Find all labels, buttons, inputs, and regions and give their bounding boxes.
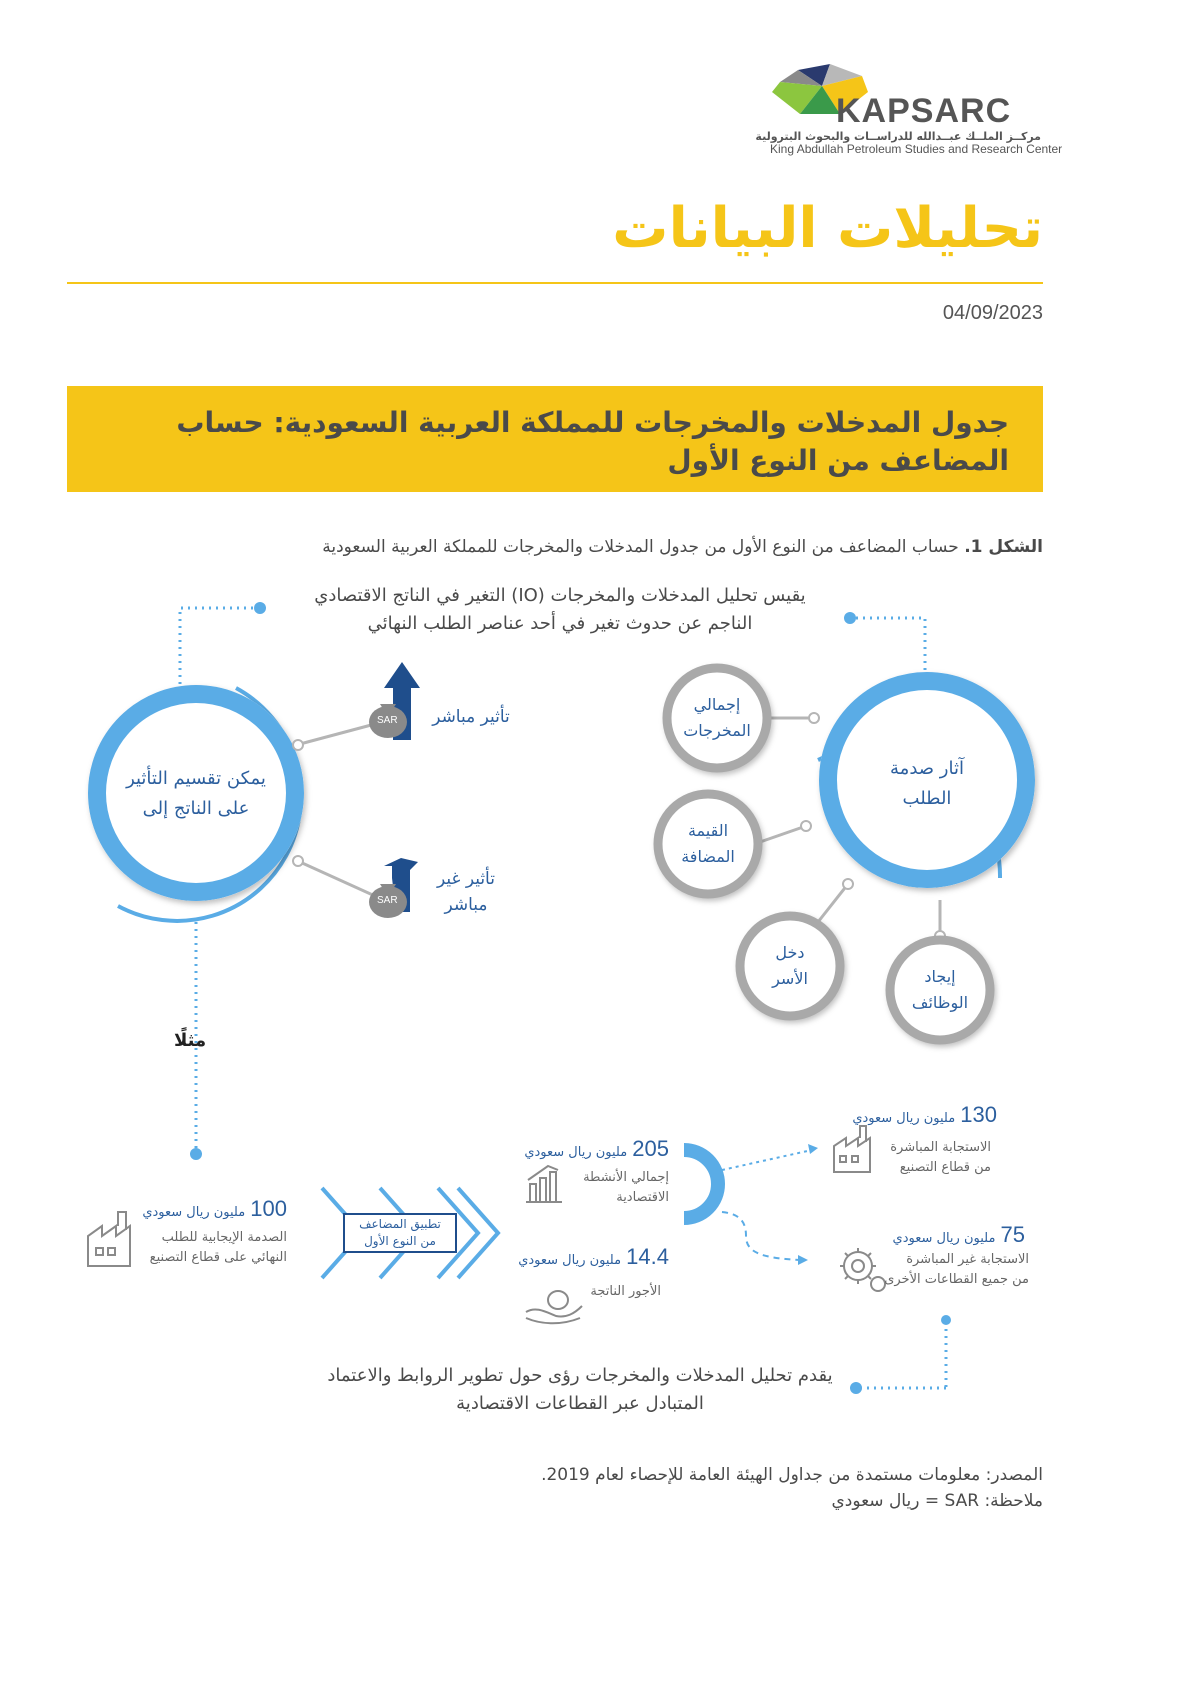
publication-date: 04/09/2023 (942, 302, 1043, 324)
grey-label-value-added-line-2: المضافة (681, 847, 735, 866)
wages-unit: مليون ريال سعودي (518, 1253, 622, 1268)
figure-caption-text: حساب المضاعف من النوع الأول من جدول المدخلات والمخرجات للمملكة العربية السعودية (322, 537, 959, 557)
wages-value-row (518, 1244, 669, 1270)
wages-desc-line-1: الأجور الناتجة (590, 1284, 661, 1299)
closing-line-2: المتبادل عبر القطاعات الاقتصادية (456, 1393, 704, 1414)
right-circle-line-1: آثار صدمة (890, 758, 964, 779)
indirect-response-desc-line-1: الاستجابة غير المباشرة (906, 1252, 1029, 1267)
wages-value: 14.4 (626, 1244, 669, 1269)
total-unit: مليون ريال سعودي (524, 1145, 628, 1160)
logo-wordmark: KAPSARC (836, 92, 1012, 130)
shock-value-row (142, 1196, 287, 1222)
example-label: مثلًا (174, 1030, 207, 1051)
direct-response-arrow (722, 1150, 812, 1170)
indirect-effect-line-2: مباشر (444, 895, 488, 915)
shock-unit: مليون ريال سعودي (142, 1205, 246, 1220)
left-circle-line-1: يمكن تقسيم التأثير (126, 768, 266, 789)
source-note (541, 1462, 1043, 1514)
figure-label: الشكل 1. (964, 537, 1043, 557)
direct-factory-icon (834, 1126, 870, 1172)
closing-text (310, 1362, 850, 1418)
shock-desc-line-2: النهائي على قطاع التصنيع (149, 1250, 287, 1265)
intro-line-2: الناجم عن حدوث تغير في أحد عناصر الطلب النهائي (367, 613, 753, 634)
direct-response-desc-line-2: من قطاع التصنيع (899, 1160, 991, 1175)
shock-desc-line-1: الصدمة الإيجابية للطلب (161, 1230, 287, 1245)
direct-response-value: 130 (960, 1102, 997, 1127)
indirect-response-arrow (722, 1212, 800, 1260)
direct-effect-label: تأثير مباشر (432, 707, 510, 727)
wages-hand-icon (526, 1291, 582, 1323)
source-line: المصدر: معلومات مستمدة من جداول الهيئة العامة للإحصاء لعام 2019. (541, 1465, 1043, 1485)
multiplier-box-line-1: تطبيق المضاعف (359, 1217, 441, 1231)
logo-english-name: King Abdullah Petroleum Studies and Research Center (770, 142, 1063, 156)
shock-description (150, 1228, 287, 1268)
total-desc-line-1: إجمالي الأنشطة (583, 1170, 669, 1185)
right-top-connector (852, 618, 925, 670)
headline-line-2: المضاعف من النوع الأول (667, 444, 1009, 477)
grey-label-total-output-line-2: المخرجات (683, 721, 751, 740)
total-activity-chart-icon (526, 1166, 562, 1202)
direct-effect-connector (300, 724, 375, 744)
indirect-response-value-row (893, 1222, 1025, 1248)
right-circle-label (857, 754, 997, 814)
total-value: 205 (632, 1136, 669, 1161)
total-description (583, 1168, 669, 1208)
headline-line-1: جدول المدخلات والمخرجات للمملكة العربية السعودية: حساب (176, 406, 1009, 439)
page-title: تحليلات البيانات (612, 196, 1043, 261)
left-bottom-connector-dot (190, 1148, 202, 1160)
indirect-effect-label (426, 866, 506, 918)
total-value-row (524, 1136, 669, 1162)
indirect-response-unit: مليون ريال سعودي (892, 1231, 996, 1246)
left-circle-line-2: على الناتج إلى (142, 798, 250, 819)
grey-label-job-creation-line-2: الوظائف (911, 993, 969, 1012)
total-desc-line-2: الاقتصادية (616, 1190, 669, 1205)
grey-label-value-added (658, 818, 758, 870)
multiplier-box-label (344, 1216, 456, 1250)
multiplier-box-line-2: من النوع الأول (364, 1234, 436, 1248)
grey-label-household-income-line-2: الأسر (772, 969, 808, 988)
logo-arabic-name: مركــز الملــك عبــدالله للدراســات والبحوث البترولية (755, 130, 1041, 143)
left-top-connector-dot (254, 602, 266, 614)
direct-sar-label: SAR (377, 715, 398, 726)
right-circle-line-2: الطلب (902, 788, 952, 809)
shock-factory-icon (88, 1212, 130, 1266)
intro-line-1: يقيس تحليل المدخلات والمخرجات (IO) التغير في الناتج الاقتصادي (314, 585, 806, 606)
note-line: ملاحظة: SAR = ريال سعودي (831, 1491, 1043, 1511)
indirect-gears-icon (840, 1248, 885, 1291)
closing-line-1: يقدم تحليل المدخلات والمخرجات رؤى حول تطوير الروابط والاعتماد (327, 1365, 833, 1386)
indirect-sar-label: SAR (377, 895, 398, 906)
indirect-effect-line-1: تأثير غير (437, 869, 495, 889)
indirect-response-description (884, 1250, 1029, 1290)
indirect-response-desc-line-2: من جميع القطاعات الأخرى (884, 1272, 1029, 1287)
direct-response-description (890, 1138, 991, 1178)
grey-label-job-creation-line-1: إيجاد (924, 967, 956, 986)
wages-description (590, 1282, 661, 1302)
grey-label-household-income-line-1: دخل (775, 943, 805, 962)
split-bracket (684, 1150, 718, 1218)
grey-label-total-output (667, 692, 767, 744)
grey-label-value-added-line-1: القيمة (687, 821, 729, 840)
direct-response-desc-line-1: الاستجابة المباشرة (890, 1140, 991, 1155)
left-circle-label (96, 764, 296, 824)
right-top-connector-dot (844, 612, 856, 624)
direct-response-unit: مليون ريال سعودي (852, 1111, 956, 1126)
indirect-effect-connector (300, 862, 375, 896)
right-bottom-connector-dot (850, 1382, 862, 1394)
grey-label-job-creation (890, 964, 990, 1016)
shock-value: 100 (250, 1196, 287, 1221)
grey-label-total-output-line-1: إجمالي (693, 695, 741, 714)
indirect-response-value: 75 (1000, 1222, 1025, 1247)
direct-response-value-row (852, 1102, 997, 1128)
grey-label-household-income (740, 940, 840, 992)
